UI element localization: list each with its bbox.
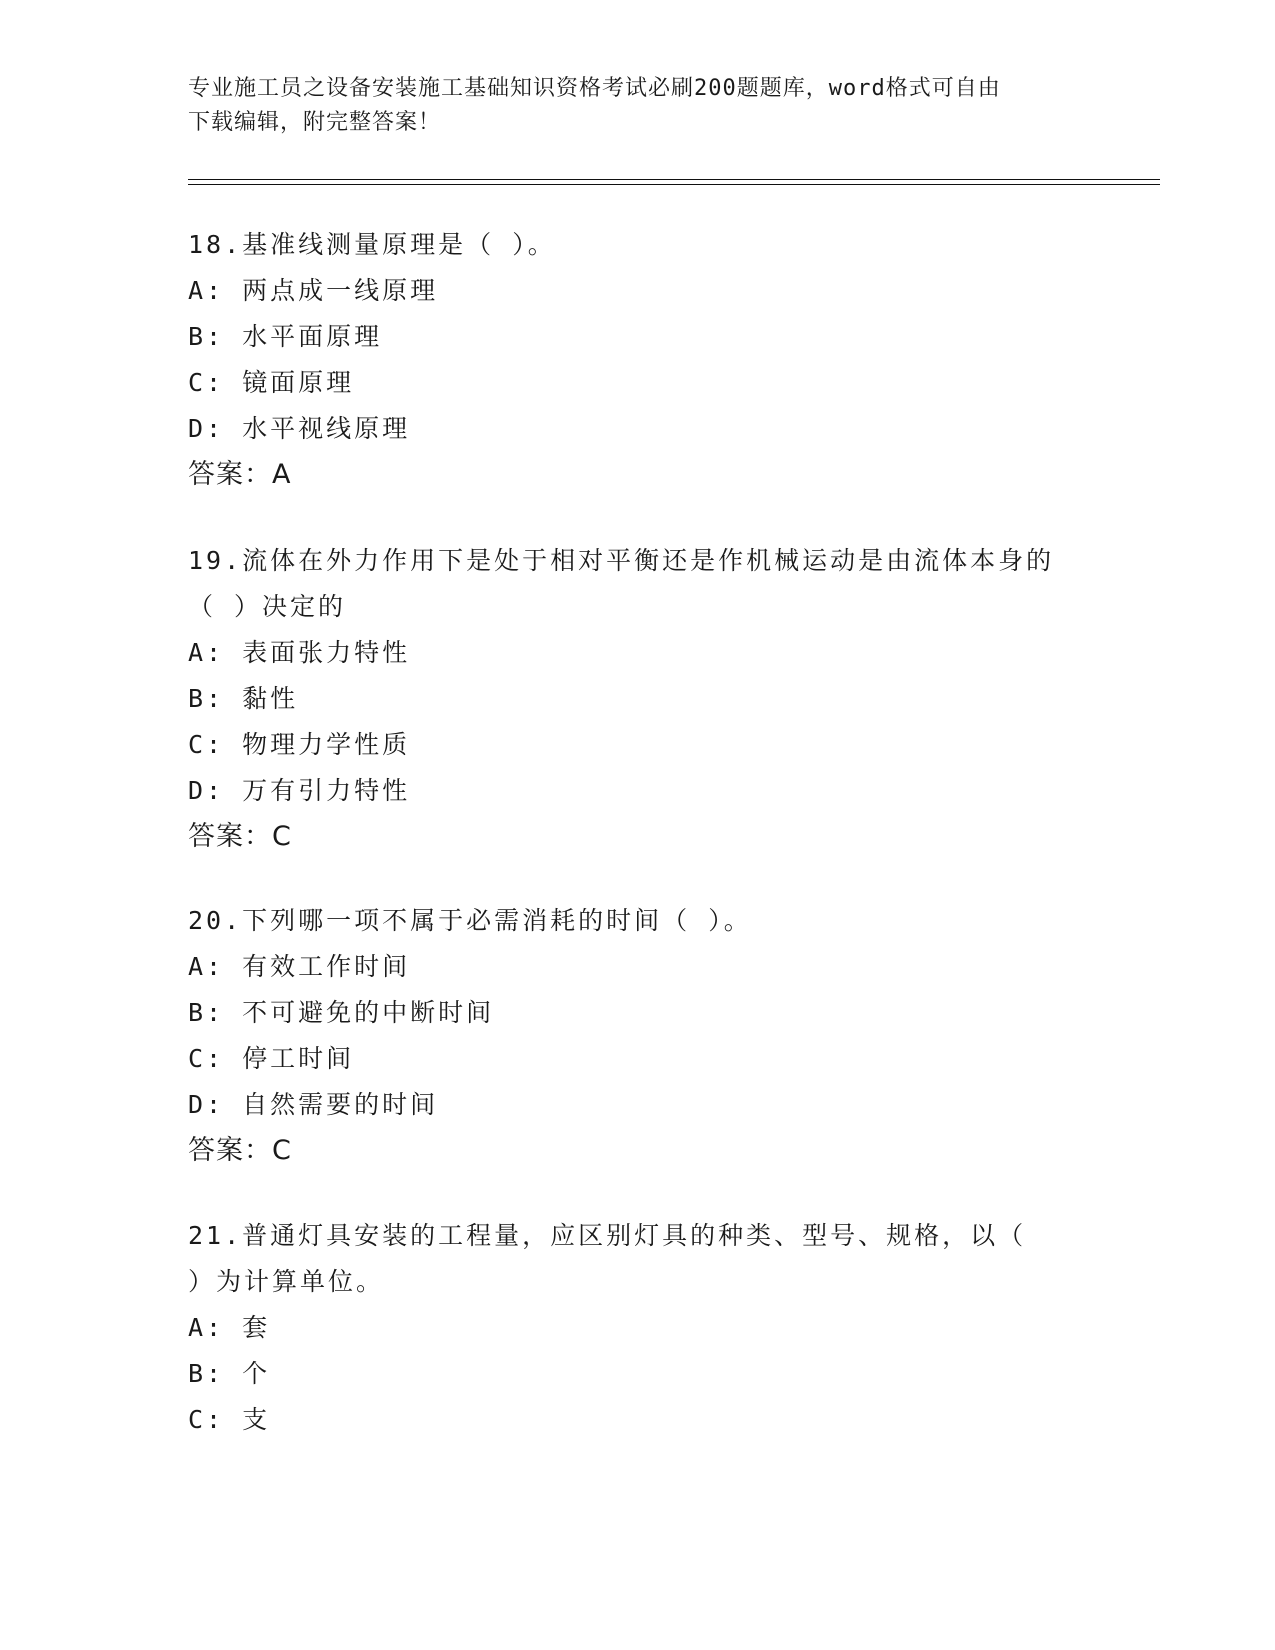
option-c: C: 支 bbox=[188, 1405, 271, 1434]
option-b: B: 水平面原理 bbox=[188, 322, 383, 351]
option-d: D: 自然需要的时间 bbox=[188, 1090, 439, 1119]
question-stem-line: 18.基准线测量原理是（ ）。 bbox=[188, 230, 556, 259]
question-18 bbox=[188, 222, 1088, 498]
question-stem bbox=[188, 1213, 1088, 1305]
option-c: C: 镜面原理 bbox=[188, 368, 355, 397]
answer: 答案：A bbox=[188, 459, 292, 490]
option-a: A: 套 bbox=[188, 1313, 271, 1342]
document-header bbox=[188, 72, 1088, 140]
option-d: D: 水平视线原理 bbox=[188, 414, 411, 443]
question-stem bbox=[188, 222, 1088, 268]
question-stem bbox=[188, 898, 1088, 944]
question-stem-line: 21.普通灯具安装的工程量，应区别灯具的种类、型号、规格，以（ bbox=[188, 1221, 1027, 1250]
question-stem-line: ）为计算单位。 bbox=[188, 1267, 385, 1296]
question-stem-line: 19.流体在外力作用下是处于相对平衡还是作机械运动是由流体本身的 bbox=[188, 546, 1055, 575]
question-20 bbox=[188, 898, 1088, 1174]
option-a: A: 两点成一线原理 bbox=[188, 276, 439, 305]
question-21 bbox=[188, 1213, 1088, 1443]
question-stem-line: （ ）决定的 bbox=[188, 592, 347, 621]
header-divider bbox=[188, 179, 1160, 185]
question-19 bbox=[188, 538, 1088, 860]
question-stem bbox=[188, 538, 1088, 630]
option-b: B: 不可避免的中断时间 bbox=[188, 998, 495, 1027]
question-stem-line: 20.下列哪一项不属于必需消耗的时间（ ）。 bbox=[188, 906, 752, 935]
header-line-1: 专业施工员之设备安装施工基础知识资格考试必刷200题题库，word格式可自由 bbox=[188, 76, 1001, 101]
answer: 答案：C bbox=[188, 821, 292, 852]
option-c: C: 停工时间 bbox=[188, 1044, 355, 1073]
answer: 答案：C bbox=[188, 1135, 292, 1166]
header-line-2: 下载编辑，附完整答案！ bbox=[188, 110, 442, 135]
option-b: B: 黏性 bbox=[188, 684, 299, 713]
option-d: D: 万有引力特性 bbox=[188, 776, 411, 805]
option-b: B: 个 bbox=[188, 1359, 271, 1388]
option-a: A: 表面张力特性 bbox=[188, 638, 411, 667]
option-a: A: 有效工作时间 bbox=[188, 952, 411, 981]
option-c: C: 物理力学性质 bbox=[188, 730, 411, 759]
